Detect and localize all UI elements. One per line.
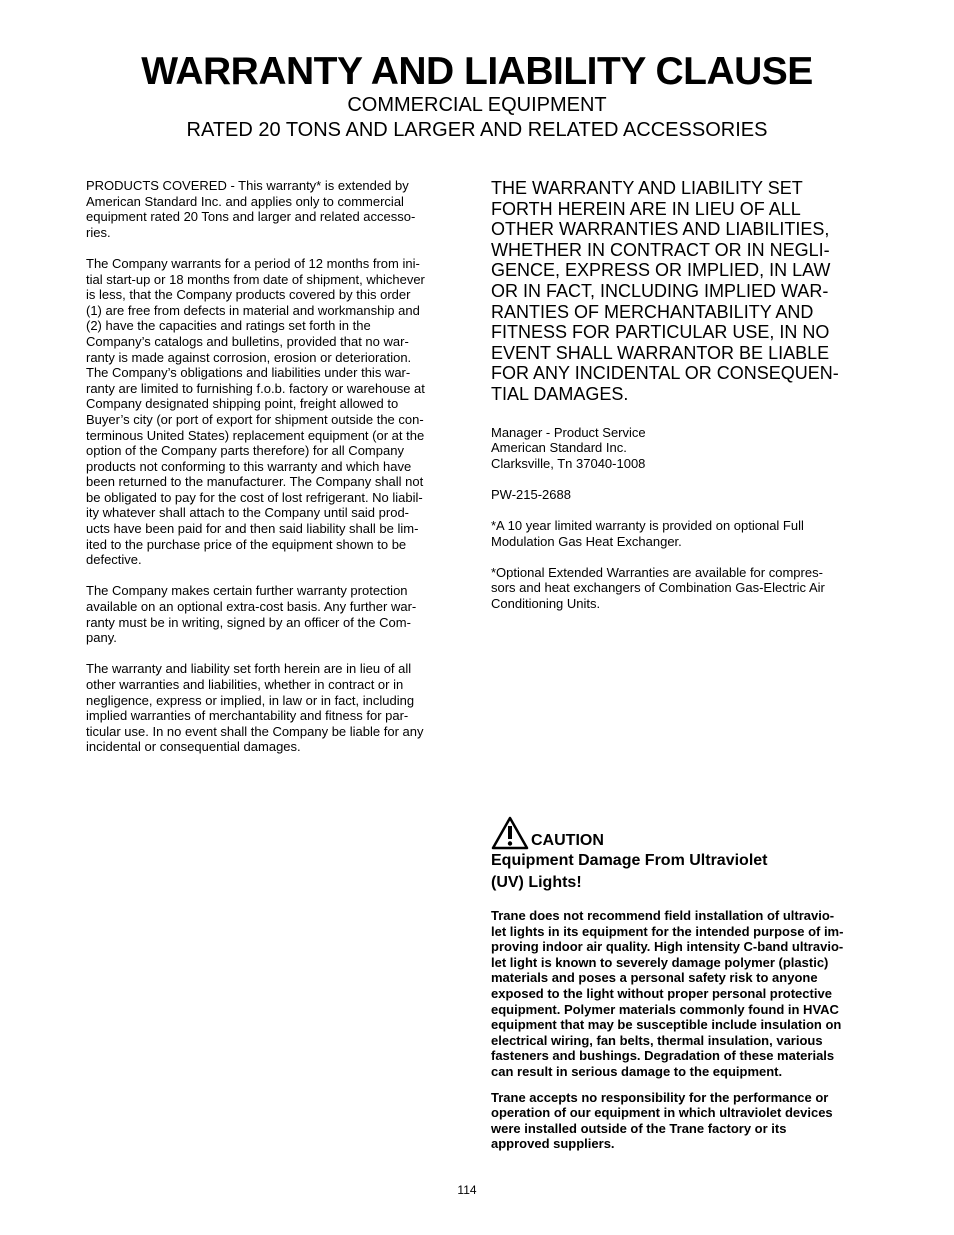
footnote-extended-warranties: *Optional Extended Warranties are available for compres- sors and heat exchangers of Combination Gas-Electric Air Conditioning Units.	[491, 564, 825, 612]
caution-body-2: Trane accepts no responsibility for the performance or operation of our equipment in which ultraviolet devices were installed outside of the Trane factory or its approved suppliers.	[491, 1089, 833, 1152]
subtitle-line-1: COMMERCIAL EQUIPMENT	[347, 94, 607, 116]
products-covered-paragraph: PRODUCTS COVERED - This warranty* is extended by American Standard Inc. and applies only to commercial equipment rated 20 Tons and larger and related accesso- ries.	[86, 178, 416, 240]
warning-triangle-icon	[491, 816, 529, 850]
warranty-terms-paragraph: The Company warrants for a period of 12 months from ini- tial start-up or 18 months from date of shipment, whichever is less, that the Company products covered by this order (1) are free from defects in material and workmanship and (2) have the capacities and ratings set forth in the Company’s catalogs and bulletins, provided that no war- ranty is made against corrosion, erosion or deterioration. The Company’s obligations and liabilities under this war- ranty are limited to furnishing f.o.b. factory or warehouse at Company designated shipping point, freight allowed to Buyer’s city (or port of export for shipment outside the con- terminous United States) replacement equipment (or at the option of the Company parts therefore) for all Company products not conforming to this warranty and which have been returned to the manufacturer. The Company shall not be obligated to pay for the cost of lost refrigerant. No liabil- ity whatever shall attach to the Company until said prod- ucts have been paid for and then said liability shall be lim- ited to the purchase price of the equipment shown to be defective.	[86, 255, 425, 568]
address-block: Manager - Product Service American Standard Inc. Clarksville, Tn 37040-1008	[491, 424, 646, 471]
caution-label: CAUTION	[531, 832, 604, 849]
left-column	[86, 178, 466, 771]
page-title: WARRANTY AND LIABILITY CLAUSE	[141, 50, 813, 93]
subtitle-line-2: RATED 20 TONS AND LARGER AND RELATED ACCESSORIES	[186, 119, 768, 141]
caution-box	[491, 814, 871, 1162]
caution-subtitle: Equipment Damage From Ultraviolet (UV) Lights!	[491, 852, 768, 891]
caution-header	[491, 814, 871, 850]
further-protection-paragraph: The Company makes certain further warranty protection available on an optional extra-cost basis. Any further war- ranty must be in writing, signed by an officer of the Com- pany.	[86, 583, 417, 646]
right-column	[491, 178, 871, 627]
liability-disclaimer-paragraph: The warranty and liability set forth herein are in lieu of all other warranties and liabilities, whether in contract or in negligence, express or implied, in law or in fact, including implied warranties of merchantability and fitness for par- ticular use. In no event shall the Company be liable for any incidental or consequential damages.	[86, 661, 424, 755]
footnote-heat-exchanger: *A 10 year limited warranty is provided on optional Full Modulation Gas Heat Exchanger.	[491, 518, 804, 549]
caps-disclaimer: THE WARRANTY AND LIABILITY SET FORTH HEREIN ARE IN LIEU OF ALL OTHER WARRANTIES AND LIABILITIES, WHETHER IN CONTRACT OR IN NEGLI- GENCE, EXPRESS OR IMPLIED, IN LAW OR IN FACT, INCLUDING IMPLIED WAR- RANTIES OF MERCHANTABILITY AND FITNESS FOR PARTICULAR USE, IN NO EVENT SHALL WARRANTOR BE LIABLE FOR ANY INCIDENTAL OR CONSEQUEN- TIAL DAMAGES.	[491, 178, 839, 404]
page-number: 114	[457, 1183, 477, 1197]
caution-body-1: Trane does not recommend field installation of ultravio- let lights in its equipment for the intended purpose of im- proving indoor air quality. High intensity C-band ultravio- let light is known to severely damage polymer (plastic) materials and poses a personal safety risk to anyone exposed to the light without proper personal protective equipment. Polymer materials commonly found in HVAC equipment that may be susceptible include insulation on electrical wiring, fan belts, thermal insulation, various fasteners and bushings. Degradation of these materials can result in serious damage to the equipment.	[491, 908, 844, 1079]
document-code: PW-215-2688	[491, 486, 571, 502]
